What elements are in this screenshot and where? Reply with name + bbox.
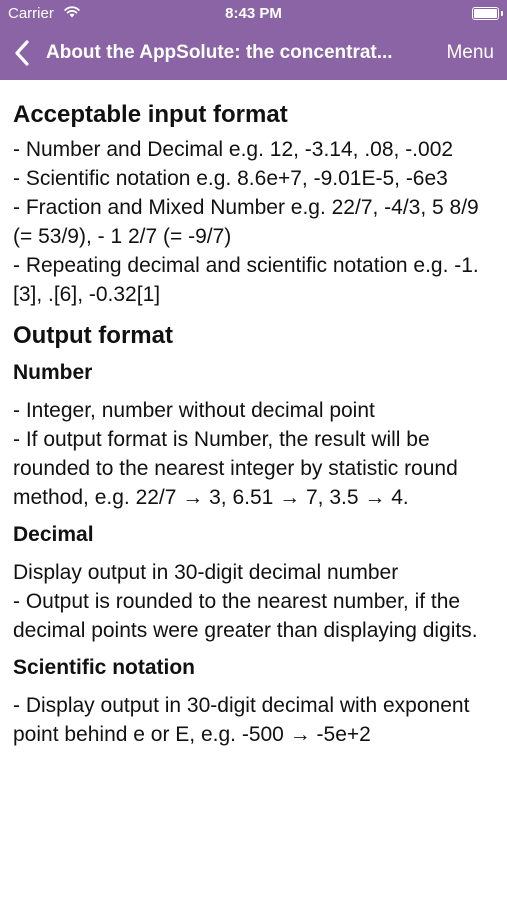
carrier-label: Carrier bbox=[8, 5, 54, 22]
scientific-description: - Display output in 30-digit decimal with exponent point behind e or E, e.g. -500 → -5e+2 bbox=[13, 694, 470, 746]
input-format-item: - Fraction and Mixed Number e.g. 22/7, -4/3, 5 8/9 (= 53/9), - 1 2/7 (= -9/7) bbox=[13, 196, 479, 248]
menu-button[interactable]: Menu bbox=[446, 42, 494, 63]
input-format-item: - Repeating decimal and scientific notation e.g. -1.[3], .[6], -0.32[1] bbox=[13, 254, 479, 306]
decimal-description: - Output is rounded to the nearest number, if the decimal points were greater than displaying digits. bbox=[13, 590, 478, 642]
number-description: - Integer, number without decimal point bbox=[13, 399, 375, 422]
clock-time: 8:43 PM bbox=[225, 5, 282, 22]
decimal-description: Display output in 30-digit decimal number bbox=[13, 561, 399, 584]
input-format-heading: Acceptable input format bbox=[13, 101, 288, 128]
number-description: - If output format is Number, the result will be rounded to the nearest integer by statistic round method, e.g. 22/7 → 3, 6.51 → 7, 3.5 → 4. bbox=[13, 428, 458, 509]
battery-tip bbox=[501, 11, 503, 16]
page-title: About the AppSolute: the concentrat... bbox=[46, 42, 393, 63]
navigation-bar bbox=[0, 28, 507, 80]
about-content[interactable] bbox=[0, 80, 507, 888]
chevron-left-icon[interactable] bbox=[14, 39, 30, 67]
output-format-heading: Output format bbox=[13, 322, 173, 349]
scientific-heading: Scientific notation bbox=[13, 656, 196, 679]
status-bar bbox=[0, 0, 507, 28]
top-bar bbox=[0, 0, 507, 80]
battery-icon bbox=[472, 7, 499, 20]
input-format-item: - Scientific notation e.g. 8.6e+7, -9.01E-5, -6e3 bbox=[13, 167, 448, 190]
decimal-heading: Decimal bbox=[13, 523, 94, 546]
number-heading: Number bbox=[13, 361, 93, 384]
input-format-item: - Number and Decimal e.g. 12, -3.14, .08, -.002 bbox=[13, 138, 454, 161]
